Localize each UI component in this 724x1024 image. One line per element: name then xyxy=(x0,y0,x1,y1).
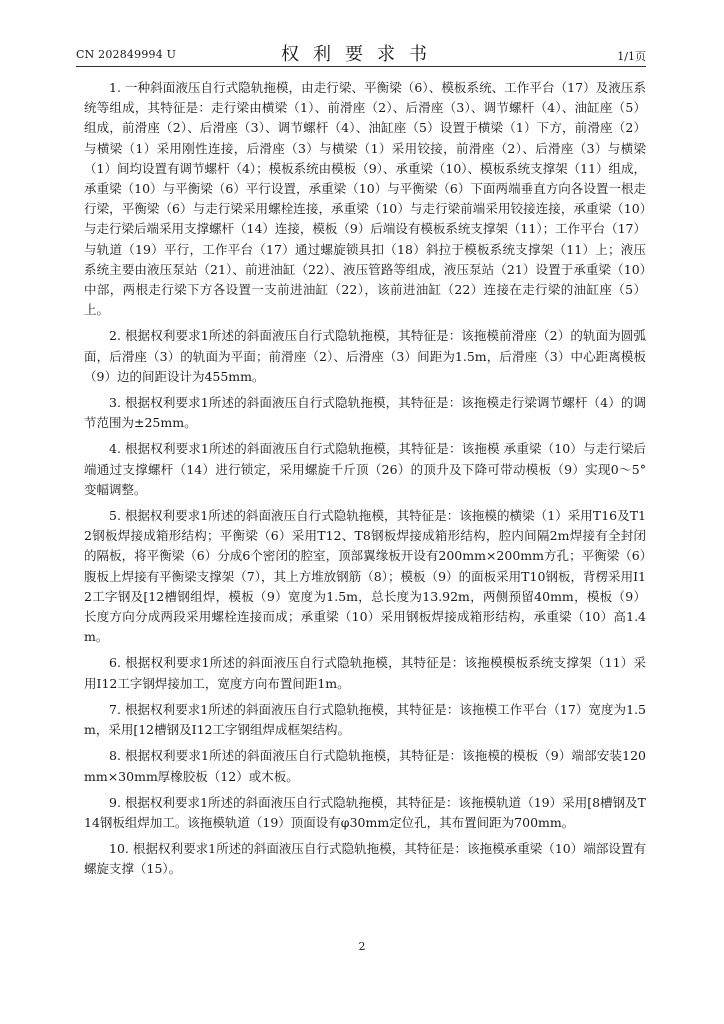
claim-7: 7. 根据权利要求1所述的斜面液压自行式隐轨拖模，其特征是：该拖模工作平台（17）宽度为1.5m，采用[12槽钢及I12工字钢组焊成框架结构。 xyxy=(84,701,646,738)
claim-3: 3. 根据权利要求1所述的斜面液压自行式隐轨拖模，其特征是：该拖模走行梁调节螺杆（4）的调节范围为±25mm。 xyxy=(84,395,646,431)
claims-body xyxy=(84,78,646,886)
claim-8: 8. 根据权利要求1所述的斜面液压自行式隐轨拖模，其特征是：该拖模的模板（9）端部安装120mm×30mm厚橡胶板（12）或木板。 xyxy=(84,748,646,784)
page-number: 2 xyxy=(358,940,366,953)
claim-4: 4. 根据权利要求1所述的斜面液压自行式隐轨拖模，其特征是：该拖模 承重梁（10）与走行梁后端通过支撑螺杆（14）进行锁定，采用螺旋千斤顶（26）的顶升及下降可带动模板（9）实现0～5° 变幅调整。 xyxy=(84,441,646,497)
page-header xyxy=(76,38,646,64)
header-divider xyxy=(76,66,646,67)
claim-10: 10. 根据权利要求1所述的斜面液压自行式隐轨拖模，其特征是：该拖模承重梁（10）端部设置有螺旋支撑（15）。 xyxy=(84,841,646,877)
claim-6: 6. 根据权利要求1所述的斜面液压自行式隐轨拖模，其特征是：该拖模模板系统支撑架（11）采用I12工字钢焊接加工，宽度方向布置间距1m。 xyxy=(84,655,646,691)
claim-5: 5. 根据权利要求1所述的斜面液压自行式隐轨拖模，其特征是：该拖模的横梁（1）采用T16及T12钢板焊接成箱形结构；平衡梁（6）采用T12、T8钢板焊接成箱形结构，腔内间隔2m焊接有全封闭的隔板，将平衡梁（6）分成6个密闭的腔室，顶部翼缘板开设有200mm×200mm方孔；平衡梁（6）腹板上焊接有平衡梁支撑架（7），其上方堆放钢筋（8）；模板（9）的面板采用T10钢板，背楞采用I12工字钢及[12槽钢组焊，模板（9）宽度为1.5m，总长度为13.92m，两侧预留40mm，模板（9）长度方向分成两段采用螺栓连接而成；承重梁（10）采用钢板焊接成箱形结构，承重梁（10）高1.4m。 xyxy=(84,508,646,645)
claim-2: 2. 根据权利要求1所述的斜面液压自行式隐轨拖模，其特征是：该拖模前滑座（2）的轨面为圆弧面，后滑座（3）的轨面为平面；前滑座（2）、后滑座（3）间距为1.5m，后滑座（3）中心距离模板（9）边的间距设计为455mm。 xyxy=(84,328,646,384)
claim-1: 1. 一种斜面液压自行式隐轨拖模，由走行梁、平衡梁（6）、模板系统、工作平台（17）及液压系统等组成，其特征是：走行梁由横梁（1）、前滑座（2）、后滑座（3）、调节螺杆（4）、油缸座（5）组成，前滑座（2）、后滑座（3）、调节螺杆（4）、油缸座（5）设置于横梁（1）下方，前滑座（2）与横梁（1）采用刚性连接，后滑座（3）与横梁（1）采用铰接，前滑座（2）、后滑座（3）与横梁（1）间均设置有调节螺杆（4）；模板系统由模板（9）、承重梁（10）、模板系统支撑架（11）组成，承重梁（10）与平衡梁（6）平行设置，承重梁（10）与平衡梁（6）下面两端垂直方向各设置一根走行梁，平衡梁（6）与走行梁采用螺栓连接，承重梁（10）与走行梁前端采用铰接连接，承重梁（10）与走行梁后端采用支撑螺杆（14）连接，模板（9）后端设有模板系统支撑架（11）；工作平台（17）与轨道（19）平行，工作平台（17）通过螺旋锁具扣（18）斜拉于模板系统支撑架（11）上；液压系统主要由液压泵站（21）、前进油缸（22）、液压管路等组成，液压泵站（21）设置于承重梁（10）中部，两根走行梁下方各设置一支前进油缸（22），该前进油缸（22）连接在走行梁的油缸座（5）上。 xyxy=(84,80,646,318)
claim-9: 9. 根据权利要求1所述的斜面液压自行式隐轨拖模，其特征是：该拖模轨道（19）采用[8槽钢及T14钢板组焊加工。该拖模轨道（19）顶面设有φ30mm定位孔，其布置间距为700mm。 xyxy=(84,794,646,830)
document-title: 权利要求书 xyxy=(281,44,441,65)
patent-number: CN 202849994 U xyxy=(76,48,177,61)
page-info: 1/1页 xyxy=(617,50,646,63)
